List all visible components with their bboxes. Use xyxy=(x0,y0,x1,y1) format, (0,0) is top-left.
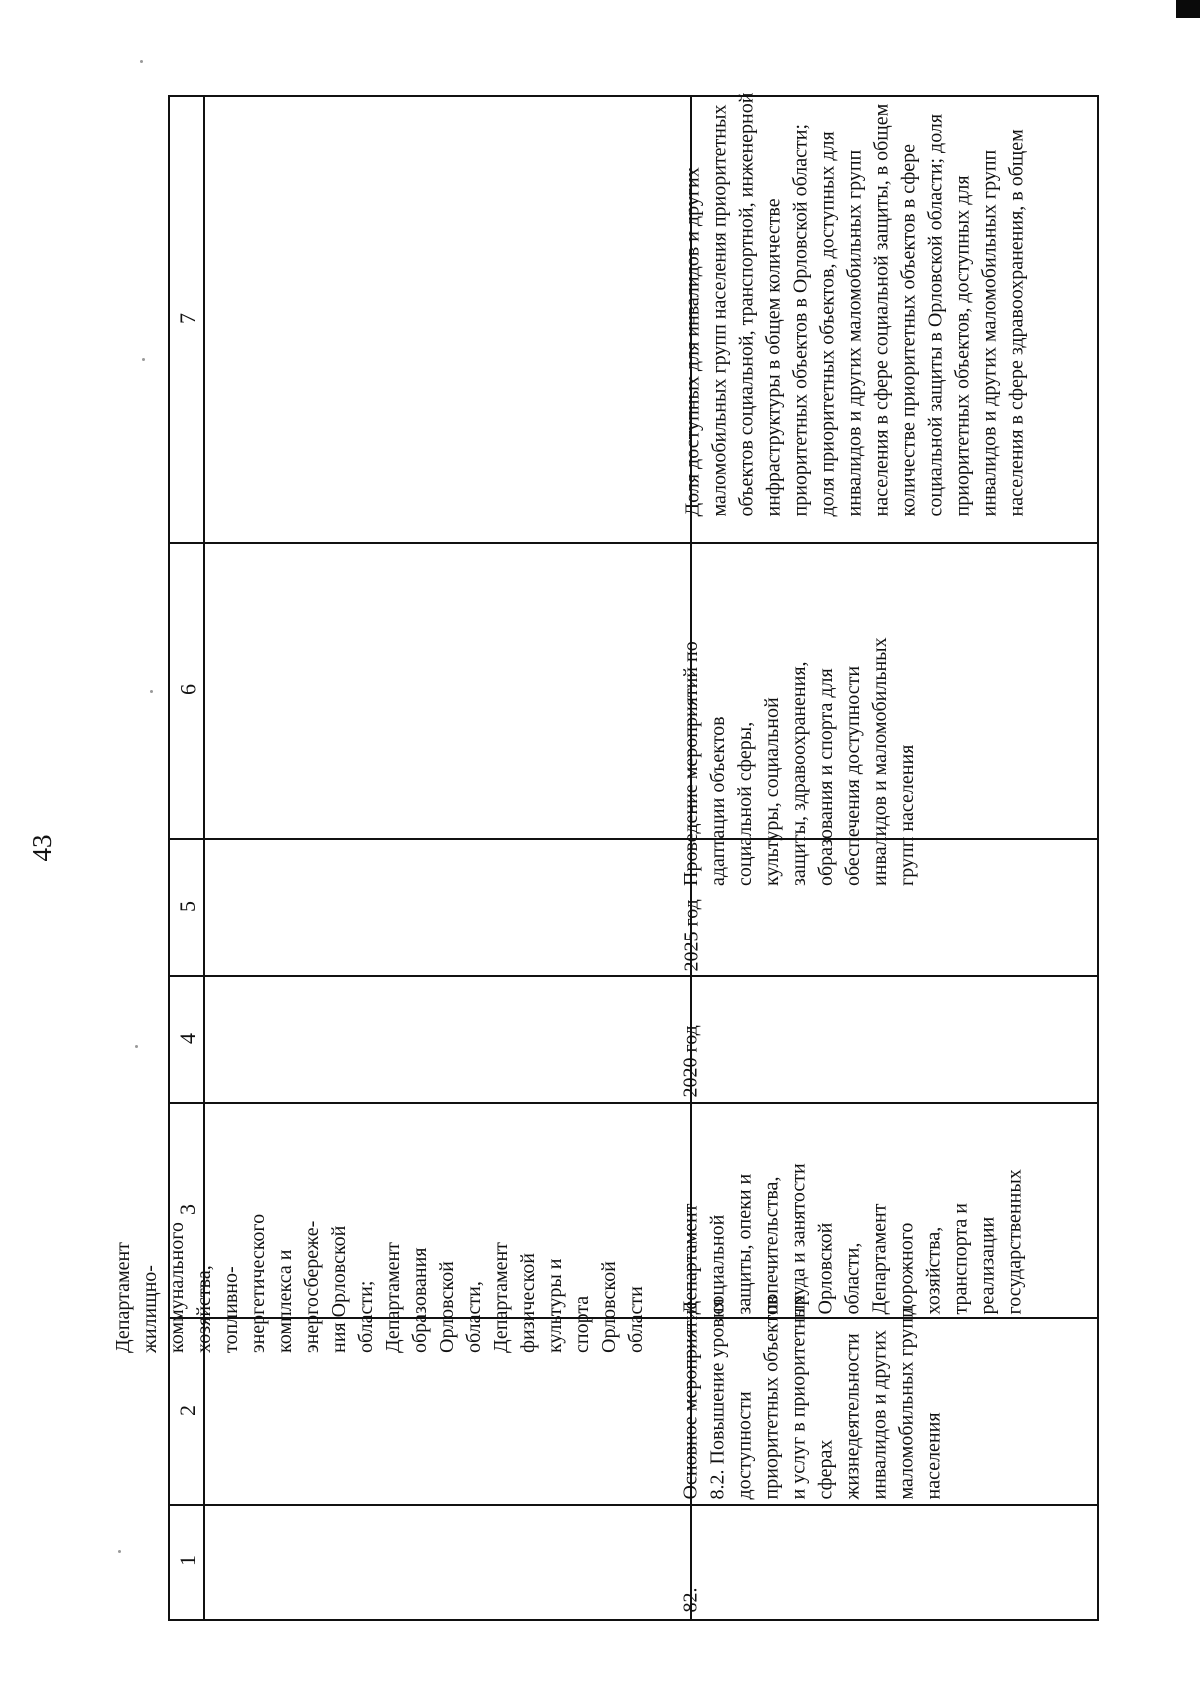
cell-line: маломобильных групп xyxy=(895,1307,918,1500)
cell-line: приоритетных объектов, доступных для xyxy=(951,175,974,517)
cell-line: жилищно- xyxy=(139,1265,161,1353)
cell-line: ния Орловской xyxy=(328,1225,350,1353)
cell-line: Орловской xyxy=(436,1261,458,1353)
cell-line: населения в сфере здравоохранения, в общем xyxy=(1005,129,1028,517)
header-cell-5: 5 xyxy=(175,901,200,912)
cell-line: защиты, здравоохранения, xyxy=(788,661,810,886)
cell-line: адаптации объектов xyxy=(707,716,729,886)
cell-line: реализации xyxy=(976,1216,999,1315)
cell-line: 2020 год xyxy=(679,1025,702,1098)
cell-line: спорта xyxy=(571,1295,593,1353)
cell-line: жизнедеятельности xyxy=(841,1333,864,1500)
scan-speck xyxy=(142,358,145,361)
continued-row-responsible-cell xyxy=(110,1163,647,1359)
cell-line: Проведение мероприятий по xyxy=(680,641,702,886)
cell-line: социальной xyxy=(706,1214,729,1315)
end-year-cell xyxy=(679,841,1079,978)
responsible-executor-cell xyxy=(678,1106,1078,1321)
cell-line: труда и занятости xyxy=(787,1163,810,1315)
indicator-cell xyxy=(680,78,1080,523)
column-divider xyxy=(203,97,205,1619)
cell-line: и услуг в приоритетных xyxy=(787,1294,810,1500)
cell-line: транспорта и xyxy=(949,1203,972,1315)
row-number-cell xyxy=(678,1506,1078,1619)
cell-line: энергетического xyxy=(247,1213,269,1353)
measure-name-cell xyxy=(678,1294,1078,1506)
cell-line: приоритетных объектов xyxy=(760,1295,783,1500)
cell-line: хозяйства, xyxy=(193,1265,215,1353)
header-cell-2: 2 xyxy=(175,1405,200,1416)
cell-line: Доля доступных для инвалидов и других xyxy=(681,167,704,517)
cell-line: образования xyxy=(409,1247,431,1353)
cell-line: населения в сфере социальной защиты, в общем xyxy=(870,103,893,517)
data-table xyxy=(112,92,1099,1621)
header-cell-7: 7 xyxy=(175,313,200,324)
cell-line: инвалидов и маломобильных xyxy=(869,637,891,886)
cell-line: приоритетных объектов в Орловской области; xyxy=(789,124,812,517)
cell-line: защиты, опеки и xyxy=(733,1173,756,1315)
scan-speck xyxy=(140,60,143,63)
cell-line: сферах xyxy=(814,1439,837,1500)
scan-speck xyxy=(118,1550,121,1553)
cell-line: Департамент xyxy=(868,1203,891,1315)
cell-line: хозяйства, xyxy=(922,1226,945,1315)
cell-line: социальной защиты в Орловской области; доля xyxy=(924,113,947,517)
cell-line: инфраструктуры в общем количестве xyxy=(762,198,785,517)
cell-line: области, xyxy=(463,1281,485,1353)
cell-line: комплекса и xyxy=(274,1249,296,1353)
cell-line: Департамент xyxy=(382,1242,404,1353)
cell-line: области, xyxy=(841,1242,864,1315)
page-number: 43 xyxy=(27,834,57,862)
cell-line: топливно- xyxy=(220,1266,242,1353)
cell-line: социальной сферы, xyxy=(734,721,756,886)
cell-line: культуры, социальной xyxy=(761,697,783,886)
scan-speck xyxy=(135,1045,138,1048)
cell-line: энергосбереже- xyxy=(301,1220,323,1353)
cell-line: физической xyxy=(517,1253,539,1353)
header-cell-1: 1 xyxy=(175,1555,200,1566)
cell-line: Орловской xyxy=(814,1222,837,1315)
cell-line: Департамент xyxy=(679,1203,702,1315)
scan-corner-mark xyxy=(1176,0,1200,18)
scan-speck xyxy=(150,690,153,693)
cell-line: доступности xyxy=(733,1391,756,1500)
cell-line: культуры и xyxy=(544,1258,566,1353)
cell-line: инвалидов и других xyxy=(868,1330,891,1500)
cell-line: Департамент xyxy=(112,1242,134,1353)
cell-line: маломобильных групп населения приоритетных xyxy=(708,104,731,517)
cell-line: 8.2. Повышение уровня xyxy=(706,1298,729,1500)
header-cell-6: 6 xyxy=(175,684,201,695)
cell-line: обеспечения доступности xyxy=(842,665,864,886)
cell-line: образования и спорта для xyxy=(815,668,837,886)
cell-line: области; xyxy=(355,1280,377,1353)
cell-line: Департамент xyxy=(490,1242,512,1353)
cell-line: групп населения xyxy=(896,744,918,886)
cell-line: объектов социальной, транспортной, инженерной xyxy=(735,92,758,517)
cell-line: области xyxy=(625,1286,647,1353)
cell-line: инвалидов и других маломобильных групп xyxy=(843,149,866,517)
column-divider xyxy=(170,542,1097,544)
cell-line: Основное мероприятие xyxy=(679,1300,702,1500)
cell-line: доля приоритетных объектов, доступных для xyxy=(816,131,839,517)
cell-line: 82. xyxy=(679,1587,702,1613)
cell-line: количестве приоритетных объектов в сфере xyxy=(897,143,920,517)
start-year-cell xyxy=(678,977,1078,1104)
cell-line: попечительства, xyxy=(760,1176,783,1315)
cell-line: Орловской xyxy=(598,1261,620,1353)
header-cell-4: 4 xyxy=(175,1033,200,1044)
cell-line: коммунального xyxy=(166,1222,188,1353)
header-cell-3: 3 xyxy=(175,1204,200,1215)
cell-line: государственных xyxy=(1003,1169,1026,1315)
cell-line: 2025 год xyxy=(680,899,703,972)
cell-line: населения xyxy=(922,1412,945,1500)
cell-line: дорожного xyxy=(895,1222,918,1315)
cell-line: инвалидов и других маломобильных групп xyxy=(978,149,1001,517)
